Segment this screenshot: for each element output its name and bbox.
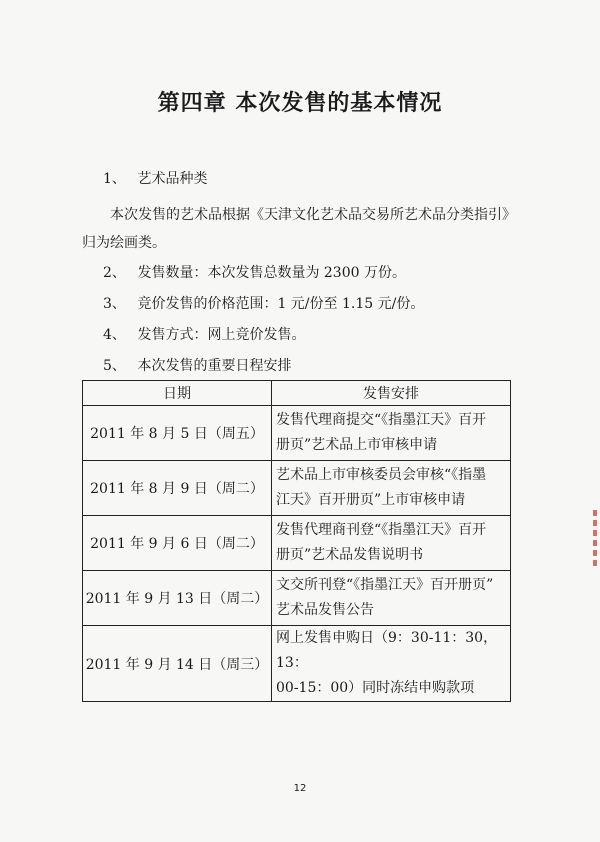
section-1-paragraph-line-1: 本次发售的艺术品根据《天津文化艺术品交易所艺术品分类指引》 [110, 207, 516, 223]
arrangement-line: 江天》百开册页”上市审核申请 [276, 492, 466, 508]
row-date: 2011 年 9 月 14 日（周三） [83, 626, 272, 702]
row-arrangement [272, 626, 511, 702]
header-date: 日期 [83, 381, 272, 406]
arrangement-line: 文交所刊登“《指墨江天》百开册页” [276, 577, 494, 593]
section-1-heading [103, 168, 207, 188]
table-row [83, 571, 511, 626]
arrangement-line: 艺术品上市审核委员会审核“《指墨 [276, 467, 487, 483]
section-5-heading [103, 355, 291, 375]
section-number: 1、 [103, 171, 126, 187]
table-row [83, 516, 511, 571]
arrangement-line: 艺术品发售公告 [276, 602, 374, 618]
table-row [83, 626, 511, 702]
row-arrangement [272, 461, 511, 516]
arrangement-line: 发售代理商提交“《指墨江天》百开 [276, 412, 487, 428]
page-number: 12 [293, 783, 307, 794]
row-date: 2011 年 9 月 13 日（周二） [83, 571, 272, 626]
header-arrangement: 发售安排 [272, 381, 511, 406]
section-4-item [103, 324, 305, 344]
section-2-item [103, 262, 406, 282]
schedule-table [82, 380, 511, 702]
section-number: 2、 [103, 265, 126, 281]
row-date: 2011 年 8 月 5 日（周五） [83, 406, 272, 461]
section-label: 竞价发售的价格范围：1 元/份至 1.15 元/份。 [137, 296, 425, 312]
section-label: 本次发售的重要日程安排 [137, 358, 292, 374]
arrangement-line: 00-15：00）同时冻结申购款项 [276, 680, 475, 696]
row-arrangement [272, 571, 511, 626]
arrangement-line: 发售代理商刊登“《指墨江天》百开 [276, 522, 487, 538]
red-seal-edge-mark [593, 510, 597, 570]
section-label: 发售数量：本次发售总数量为 2300 万份。 [137, 265, 406, 281]
section-label: 发售方式：网上竞价发售。 [137, 327, 306, 343]
row-arrangement [272, 406, 511, 461]
section-3-item [103, 293, 424, 313]
section-number: 3、 [103, 296, 126, 312]
arrangement-line: 网上发售申购日（9：30-11：30，13： [276, 630, 498, 671]
table-header-row [83, 381, 511, 406]
section-label: 艺术品种类 [137, 171, 208, 187]
section-number: 5、 [103, 358, 126, 374]
row-date: 2011 年 8 月 9 日（周二） [83, 461, 272, 516]
row-date: 2011 年 9 月 6 日（周二） [83, 516, 272, 571]
arrangement-line: 册页”艺术品上市审核申请 [276, 437, 438, 453]
table-row [83, 461, 511, 516]
arrangement-line: 册页”艺术品发售说明书 [276, 547, 424, 563]
chapter-title: 第四章 本次发售的基本情况 [157, 91, 443, 116]
row-arrangement [272, 516, 511, 571]
section-number: 4、 [103, 327, 126, 343]
table-row [83, 406, 511, 461]
section-1-paragraph-line-2: 归为绘画类。 [82, 235, 166, 251]
